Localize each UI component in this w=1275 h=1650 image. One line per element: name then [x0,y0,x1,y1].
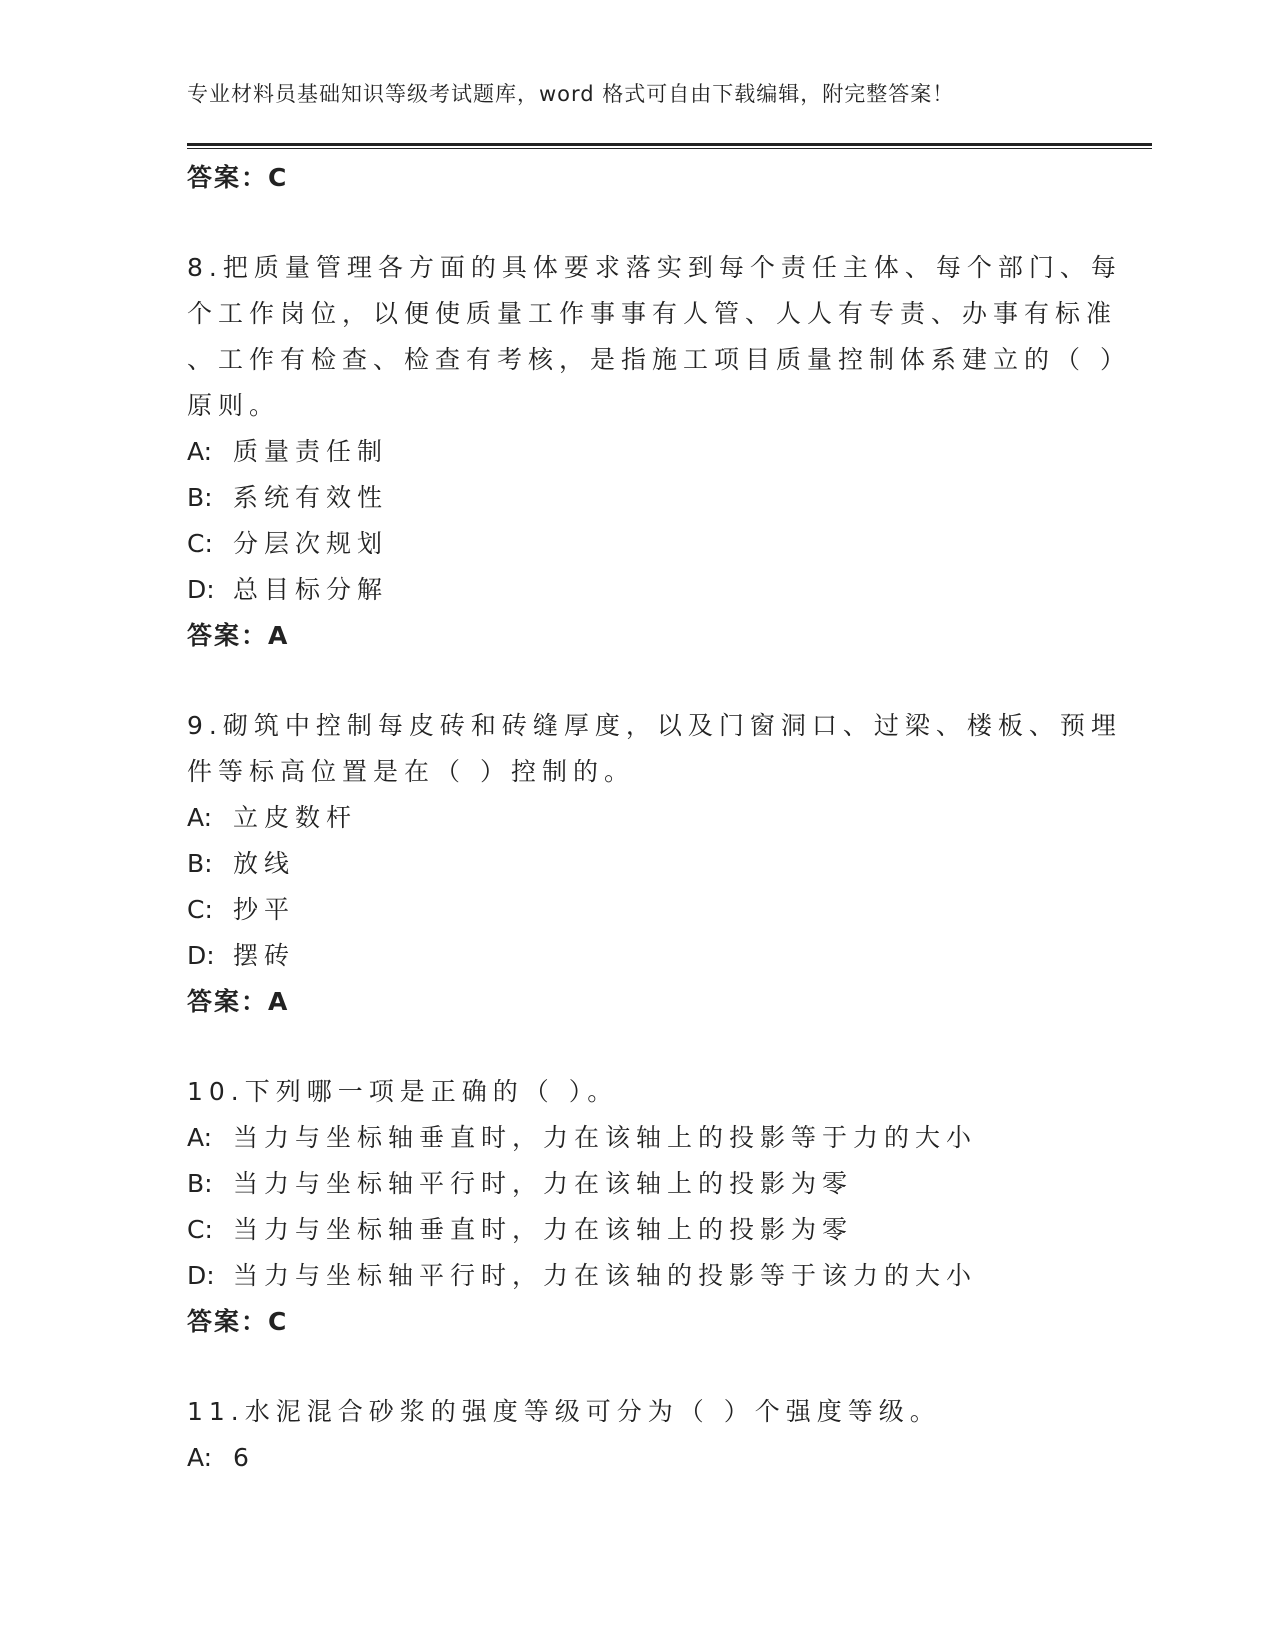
answer-line: 答案：A [187,621,290,650]
option-key: A: [187,437,213,466]
option-a [187,1115,1067,1161]
spacer [187,201,1067,245]
option-c [187,521,1067,567]
header-rule-thin [187,148,1152,149]
answer-line: 答案：A [187,987,290,1016]
question-block [187,1069,1067,1345]
option-text: 当力与坐标轴垂直时，力在该轴上的投影为零 [233,1215,854,1244]
question-block [187,703,1122,1025]
option-key: A: [187,1443,213,1472]
option-text: 系统有效性 [233,483,389,512]
option-key: C: [187,529,213,558]
question-stem-line: 个工作岗位，以便使质量工作事事有人管、人人有专责、办事有标准 [187,299,1118,328]
option-text: 当力与坐标轴平行时，力在该轴的投影等于该力的大小 [233,1261,978,1290]
option-b [187,841,1067,887]
option-d [187,933,1067,979]
option-b [187,475,1067,521]
header-rule-thick [187,143,1152,146]
option-key: D: [187,941,215,970]
question-stem-line: 原则。 [187,391,281,420]
page-header: 专业材料员基础知识等级考试题库，word 格式可自由下载编辑，附完整答案！ [187,82,955,106]
answer-line: 答案：C [187,163,289,192]
question-stem-line: 8.把质量管理各方面的具体要求落实到每个责任主体、每个部门、每 [187,253,1122,282]
option-text: 摆砖 [233,941,296,970]
option-text: 放线 [233,849,296,878]
option-c [187,887,1067,933]
option-text: 抄平 [233,895,296,924]
option-text: 当力与坐标轴垂直时，力在该轴上的投影等于力的大小 [233,1123,978,1152]
spacer [187,1345,1067,1389]
option-d [187,567,1067,613]
question-stem-line: 件等标高位置是在（ ）控制的。 [187,757,635,786]
option-a [187,1435,1067,1481]
option-key: D: [187,575,215,604]
option-text: 当力与坐标轴平行时，力在该轴上的投影为零 [233,1169,854,1198]
option-c [187,1207,1067,1253]
option-text: 立皮数杆 [233,803,358,832]
spacer [187,1025,1067,1069]
option-key: A: [187,803,213,832]
option-key: D: [187,1261,215,1290]
option-key: B: [187,849,213,878]
spacer [187,659,1067,703]
question-block [187,1389,1067,1481]
question-stem-line: 、工作有检查、检查有考核，是指施工项目质量控制体系建立的（ ） [187,345,1131,374]
option-text: 总目标分解 [233,575,389,604]
option-key: C: [187,895,213,924]
answer-line: 答案：C [187,1307,289,1336]
question-stem-line: 11.水泥混合砂浆的强度等级可分为（ ）个强度等级。 [187,1397,941,1426]
question-stem-line: 9.砌筑中控制每皮砖和砖缝厚度，以及门窗洞口、过梁、楼板、预埋 [187,711,1122,740]
question-block [187,245,1131,659]
option-text: 6 [233,1443,255,1472]
option-key: B: [187,1169,213,1198]
option-key: C: [187,1215,213,1244]
question-content [187,155,1131,1481]
option-text: 质量责任制 [233,437,389,466]
option-a [187,429,1067,475]
option-text: 分层次规划 [233,529,389,558]
option-b [187,1161,1067,1207]
option-d [187,1253,1067,1299]
option-a [187,795,1067,841]
question-stem-line: 10.下列哪一项是正确的（ ）。 [187,1077,619,1106]
option-key: A: [187,1123,213,1152]
option-key: B: [187,483,213,512]
